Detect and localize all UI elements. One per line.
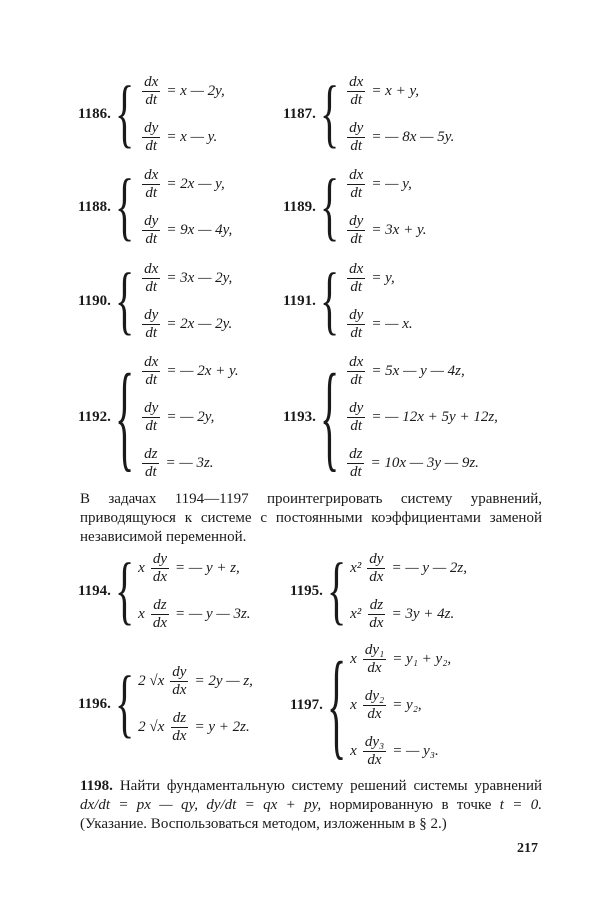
system-brace: {	[114, 257, 135, 343]
problem-number: 1192.	[78, 408, 111, 425]
equation	[350, 728, 451, 774]
problem-number: 1188.	[78, 198, 111, 215]
problem-number: 1191.	[283, 292, 316, 309]
equation	[343, 348, 498, 394]
denominator: dx	[369, 614, 384, 631]
equation-system	[138, 658, 253, 750]
system-brace: {	[326, 636, 347, 771]
numerator: dx	[349, 353, 364, 370]
denominator: dt	[145, 371, 158, 388]
derivative	[347, 307, 365, 342]
problem-number: 1195.	[290, 582, 323, 599]
denominator: dx	[367, 705, 382, 722]
system-brace: {	[319, 348, 340, 483]
right-hand-side: = 3y + 4z.	[391, 605, 455, 622]
right-hand-side: = x + y,	[371, 82, 420, 99]
derivative	[170, 664, 188, 699]
hint-text: (Указание. Воспользоваться методом, изложенным в § 2.)	[80, 816, 447, 832]
equation	[138, 545, 250, 591]
numerator: dy	[349, 212, 364, 229]
numerator: dz	[369, 596, 384, 613]
system-brace: {	[319, 257, 340, 343]
problem-text: нормированную в точке	[321, 797, 500, 813]
denominator: dx	[172, 727, 187, 744]
right-hand-side: = y₂,	[392, 696, 422, 713]
derivative	[363, 734, 386, 769]
derivative	[347, 354, 365, 389]
equation	[343, 394, 498, 440]
derivative	[142, 400, 160, 435]
coefficient: x	[350, 696, 357, 713]
numerator: dx	[144, 166, 159, 183]
derivative	[142, 446, 159, 481]
problem-1196	[78, 658, 253, 750]
denominator: dx	[152, 614, 167, 631]
problem-1197	[290, 636, 451, 774]
derivative	[142, 167, 160, 202]
problem-1186	[78, 68, 225, 160]
equation	[138, 68, 225, 114]
numerator: dx	[144, 73, 159, 90]
right-hand-side: = — 8x — 5y.	[371, 128, 455, 145]
system-brace: {	[114, 348, 135, 483]
derivative	[142, 120, 160, 155]
denominator: dx	[172, 681, 187, 698]
denominator: dt	[350, 371, 363, 388]
right-hand-side: = 2x — 2y.	[166, 315, 233, 332]
math-expression: t = 0.	[499, 797, 542, 813]
right-hand-side: = — x.	[371, 315, 413, 332]
equation-system	[138, 255, 232, 347]
problem-number: 1190.	[78, 292, 111, 309]
problem-number: 1197.	[290, 696, 323, 713]
right-hand-side: = — y₃.	[392, 742, 439, 759]
derivative	[142, 307, 160, 342]
right-hand-side: = — y — 2z,	[391, 559, 468, 576]
problem-1190	[78, 255, 232, 347]
equation	[343, 255, 413, 301]
equation	[138, 161, 232, 207]
right-hand-side: = 10x — 3y — 9z.	[370, 454, 479, 471]
system-brace: {	[114, 70, 135, 156]
problem-1198	[80, 777, 542, 834]
equation-system	[138, 161, 232, 253]
derivative	[142, 74, 160, 109]
numerator: dz	[144, 445, 158, 462]
coefficient: x	[350, 742, 357, 759]
equation-system	[138, 545, 250, 637]
numerator: dy	[144, 212, 159, 229]
right-hand-side: = 2x — y,	[166, 175, 225, 192]
derivative	[347, 167, 365, 202]
derivative	[363, 688, 386, 723]
denominator: dx	[152, 568, 167, 585]
right-hand-side: = y₁ + y₂,	[392, 650, 452, 667]
problem-1195	[290, 545, 467, 637]
numerator: dy	[152, 550, 167, 567]
equation-system	[343, 255, 413, 347]
equation	[343, 440, 498, 486]
right-hand-side: = 9x — 4y,	[166, 221, 233, 238]
denominator: dt	[145, 184, 158, 201]
denominator: dt	[145, 417, 158, 434]
right-hand-side: = — 2x + y.	[166, 362, 239, 379]
derivative	[142, 261, 160, 296]
denominator: dt	[350, 184, 363, 201]
system-brace: {	[319, 163, 340, 249]
derivative	[367, 551, 385, 586]
denominator: dt	[145, 324, 158, 341]
system-brace: {	[319, 70, 340, 156]
right-hand-side: = 5x — y — 4z,	[371, 362, 465, 379]
right-hand-side: = 3x — 2y,	[166, 269, 233, 286]
problem-number: 1198.	[80, 778, 113, 794]
problem-text: Найти фундаментальную систему решений системы уравнений	[119, 778, 543, 794]
problem-number: 1187.	[283, 105, 316, 122]
equation	[138, 255, 232, 301]
derivative	[363, 642, 386, 677]
page-number: 217	[517, 841, 538, 856]
numerator: dz	[153, 596, 167, 613]
equation	[138, 348, 239, 394]
right-hand-side: = — 3z.	[165, 454, 214, 471]
denominator: dt	[145, 91, 158, 108]
numerator: dy	[144, 119, 159, 136]
numerator: dy	[349, 119, 364, 136]
right-hand-side: = — y — 3z.	[174, 605, 251, 622]
coefficient: x²	[350, 605, 362, 622]
derivative	[347, 213, 365, 248]
problem-number: 1186.	[78, 105, 111, 122]
equation	[343, 301, 413, 347]
equation-system	[343, 68, 454, 160]
denominator: dt	[350, 91, 363, 108]
numerator: dy	[144, 399, 159, 416]
denominator: dt	[350, 137, 363, 154]
problem-1188	[78, 161, 232, 253]
coefficient: 2 √x	[138, 672, 165, 689]
problem-number: 1193.	[283, 408, 316, 425]
system-brace: {	[114, 163, 135, 249]
problem-number: 1194.	[78, 582, 111, 599]
equation	[138, 440, 239, 486]
numerator: dy	[172, 663, 187, 680]
denominator: dt	[350, 324, 363, 341]
math-expression: dx/dt = px — qy, dy/dt = qx + py,	[80, 797, 322, 813]
numerator: dx	[349, 166, 364, 183]
equation	[343, 161, 426, 207]
derivative	[347, 74, 365, 109]
problem-1192	[78, 348, 239, 486]
equation	[138, 591, 250, 637]
right-hand-side: = — 2y,	[166, 408, 215, 425]
system-brace: {	[326, 547, 347, 633]
right-hand-side: = 2y — z,	[194, 672, 253, 689]
problem-1189	[283, 161, 427, 253]
derivative	[367, 597, 385, 632]
derivative	[347, 400, 365, 435]
coefficient: 2 √x	[138, 718, 165, 735]
derivative	[347, 446, 364, 481]
equation-system	[350, 545, 467, 637]
denominator: dt	[145, 230, 158, 247]
equation-system	[343, 161, 426, 253]
problem-1193	[283, 348, 498, 486]
coefficient: x	[350, 650, 357, 667]
problem-1187	[283, 68, 454, 160]
equation	[138, 394, 239, 440]
equation	[350, 682, 451, 728]
numerator: dx	[144, 260, 159, 277]
right-hand-side: = — y,	[371, 175, 412, 192]
problem-number: 1196.	[78, 695, 111, 712]
right-hand-side: = x — 2y,	[166, 82, 225, 99]
denominator: dt	[145, 137, 158, 154]
numerator: dy	[349, 306, 364, 323]
coefficient: x²	[350, 559, 362, 576]
equation	[138, 114, 225, 160]
coefficient: x	[138, 605, 145, 622]
equation	[343, 207, 426, 253]
numerator: dx	[349, 260, 364, 277]
equation-system	[350, 636, 451, 774]
numerator: dy	[369, 550, 384, 567]
denominator: dx	[367, 659, 382, 676]
equation-system	[138, 68, 225, 160]
numerator: dz	[172, 709, 187, 726]
system-brace: {	[114, 660, 135, 746]
right-hand-side: = y,	[371, 269, 395, 286]
numerator: dy₂	[364, 687, 385, 704]
equation	[138, 658, 253, 704]
equation	[343, 68, 454, 114]
denominator: dt	[350, 230, 363, 247]
equation-system	[343, 348, 498, 486]
derivative	[151, 597, 169, 632]
equation	[350, 591, 467, 637]
denominator: dx	[367, 751, 382, 768]
numerator: dy₃	[364, 733, 385, 750]
equation	[138, 207, 232, 253]
denominator: dt	[349, 463, 362, 480]
equation	[138, 704, 253, 750]
denominator: dx	[369, 568, 384, 585]
derivative	[142, 354, 160, 389]
equation	[350, 636, 451, 682]
denominator: dt	[145, 278, 158, 295]
numerator: dx	[349, 73, 364, 90]
denominator: dt	[350, 417, 363, 434]
equation	[343, 114, 454, 160]
equation	[350, 545, 467, 591]
problem-1191	[283, 255, 413, 347]
derivative	[151, 551, 169, 586]
equation-system	[138, 348, 239, 486]
numerator: dz	[349, 445, 363, 462]
right-hand-side: = — 12x + 5y + 12z,	[371, 408, 498, 425]
derivative	[347, 261, 365, 296]
numerator: dy	[349, 399, 364, 416]
derivative	[142, 213, 160, 248]
right-hand-side: = x — y.	[166, 128, 218, 145]
denominator: dt	[350, 278, 363, 295]
numerator: dy₁	[364, 641, 385, 658]
derivative	[347, 120, 365, 155]
coefficient: x	[138, 559, 145, 576]
denominator: dt	[144, 463, 157, 480]
numerator: dx	[144, 353, 159, 370]
problem-number: 1189.	[283, 198, 316, 215]
derivative	[170, 710, 188, 745]
right-hand-side: = 3x + y.	[371, 221, 427, 238]
right-hand-side: = — y + z,	[174, 559, 240, 576]
intro-paragraph: В задачах 1194—1197 проинтегрировать систему уравнений, приводящуюся к системе с постоянными коэффициентами заменой независимой переменной.	[80, 491, 542, 545]
right-hand-side: = y + 2z.	[194, 718, 250, 735]
problem-1194	[78, 545, 251, 637]
equation	[138, 301, 232, 347]
system-brace: {	[114, 547, 135, 633]
numerator: dy	[144, 306, 159, 323]
